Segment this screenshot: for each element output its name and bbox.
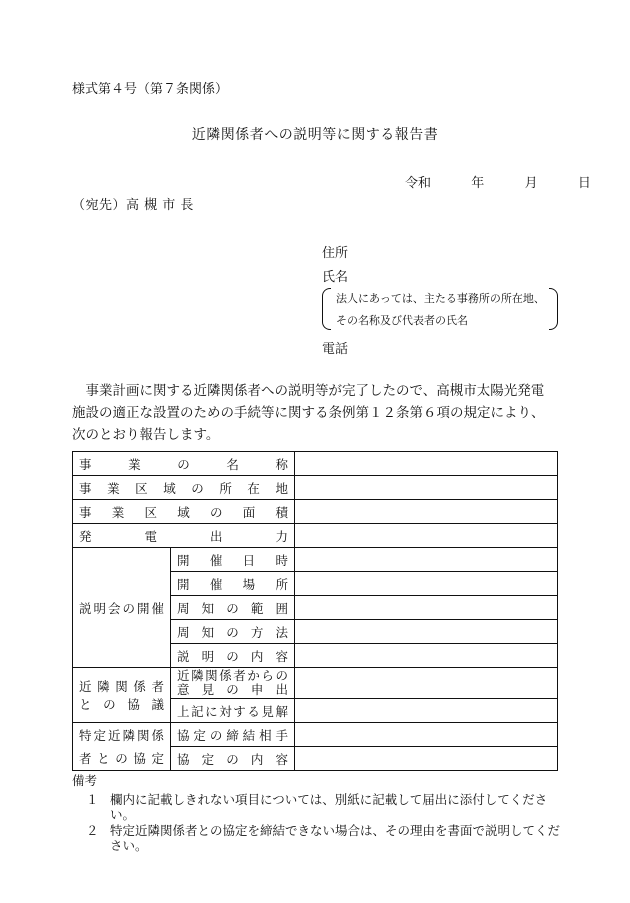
value-agreement-content[interactable] <box>295 747 558 771</box>
label-power-output: 発電出力 <box>73 524 295 548</box>
specified-group-line1: 特定近隣関係 <box>79 727 164 743</box>
value-briefing-date[interactable] <box>295 548 558 572</box>
right-bracket <box>549 288 558 330</box>
corp-note-line2: その名称及び代表者の氏名 <box>336 314 468 327</box>
body-text <box>72 380 562 446</box>
phone-label: 電話 <box>322 342 349 357</box>
table-row <box>73 452 558 476</box>
form-number: 様式第４号（第７条関係） <box>72 82 229 97</box>
label-agreement-content: 協定の内容 <box>171 747 295 771</box>
body-line: 施設の適正な設置のための手続等に関する条例第１２条第６項の規定により、 <box>72 405 545 421</box>
value-power-output[interactable] <box>295 524 558 548</box>
report-table <box>72 451 558 771</box>
document-title: 近隣関係者への説明等に関する報告書 <box>191 127 439 143</box>
body-line: 事業計画に関する近隣関係者への説明等が完了したので、高槻市太陽光発電 <box>72 383 545 399</box>
value-agreement-party[interactable] <box>295 723 558 747</box>
table-row <box>73 723 558 747</box>
date-year: 年 <box>471 176 485 191</box>
table-row <box>73 476 558 500</box>
left-bracket <box>322 288 331 330</box>
label-briefing-group: 説明会の開催 <box>73 548 171 668</box>
address-label: 住所 <box>322 246 349 261</box>
value-notice-method[interactable] <box>295 620 558 644</box>
label-agreement-party: 協定の締結相手 <box>171 723 295 747</box>
label-specified-group <box>73 723 171 771</box>
value-business-area-size[interactable] <box>295 500 558 524</box>
value-business-area-location[interactable] <box>295 476 558 500</box>
note-number: ２ <box>86 823 99 838</box>
opinions-line2: 意見の申出 <box>177 682 288 697</box>
value-briefing-content[interactable] <box>295 644 558 668</box>
label-briefing-content: 説明の内容 <box>171 644 295 668</box>
value-notice-scope[interactable] <box>295 596 558 620</box>
note-number: １ <box>86 792 99 807</box>
specified-group-line2: 者との協定 <box>79 750 164 766</box>
label-business-name: 事業の名称 <box>73 452 295 476</box>
value-opinions[interactable] <box>295 668 558 699</box>
label-views-on-above: 上記に対する見解 <box>171 699 295 723</box>
opinions-line1: 近隣関係者からの <box>177 668 288 683</box>
name-label: 氏名 <box>322 270 349 285</box>
label-briefing-date: 開催日時 <box>171 548 295 572</box>
notes-heading: 備考 <box>72 773 98 788</box>
value-briefing-place[interactable] <box>295 572 558 596</box>
table-row <box>73 500 558 524</box>
addressee: （宛先）高 槻 市 長 <box>72 198 194 213</box>
date-line <box>405 172 591 191</box>
table-row <box>73 548 558 572</box>
consult-group-line2: との協議 <box>79 697 164 712</box>
notes <box>72 773 561 853</box>
value-views-on-above[interactable] <box>295 699 558 723</box>
note-text: 特定近隣関係者との協定を締結できない場合は、その理由を書面で説明してください。 <box>110 823 561 853</box>
label-notice-scope: 周知の範囲 <box>171 596 295 620</box>
consult-group-line1: 近隣関係者 <box>79 679 164 694</box>
label-business-area-size: 事業区域の面積 <box>73 500 295 524</box>
table-row <box>73 668 558 699</box>
label-business-area-location: 事業区域の所在地 <box>73 476 295 500</box>
date-month: 月 <box>524 176 538 191</box>
label-briefing-place: 開催場所 <box>171 572 295 596</box>
table-row <box>73 524 558 548</box>
value-business-name[interactable] <box>295 452 558 476</box>
corporation-note <box>322 288 558 330</box>
date-era: 令和 <box>405 176 432 191</box>
note-text: 欄内に記載しきれない項目については、別紙に記載して届出に添付してください。 <box>110 792 548 822</box>
corp-note-line1: 法人にあっては、主たる事務所の所在地、 <box>336 292 545 305</box>
date-day: 日 <box>577 176 591 191</box>
label-notice-method: 周知の方法 <box>171 620 295 644</box>
label-opinions <box>171 668 295 699</box>
label-consultation-group <box>73 668 171 723</box>
body-line: 次のとおり報告します。 <box>72 427 220 443</box>
